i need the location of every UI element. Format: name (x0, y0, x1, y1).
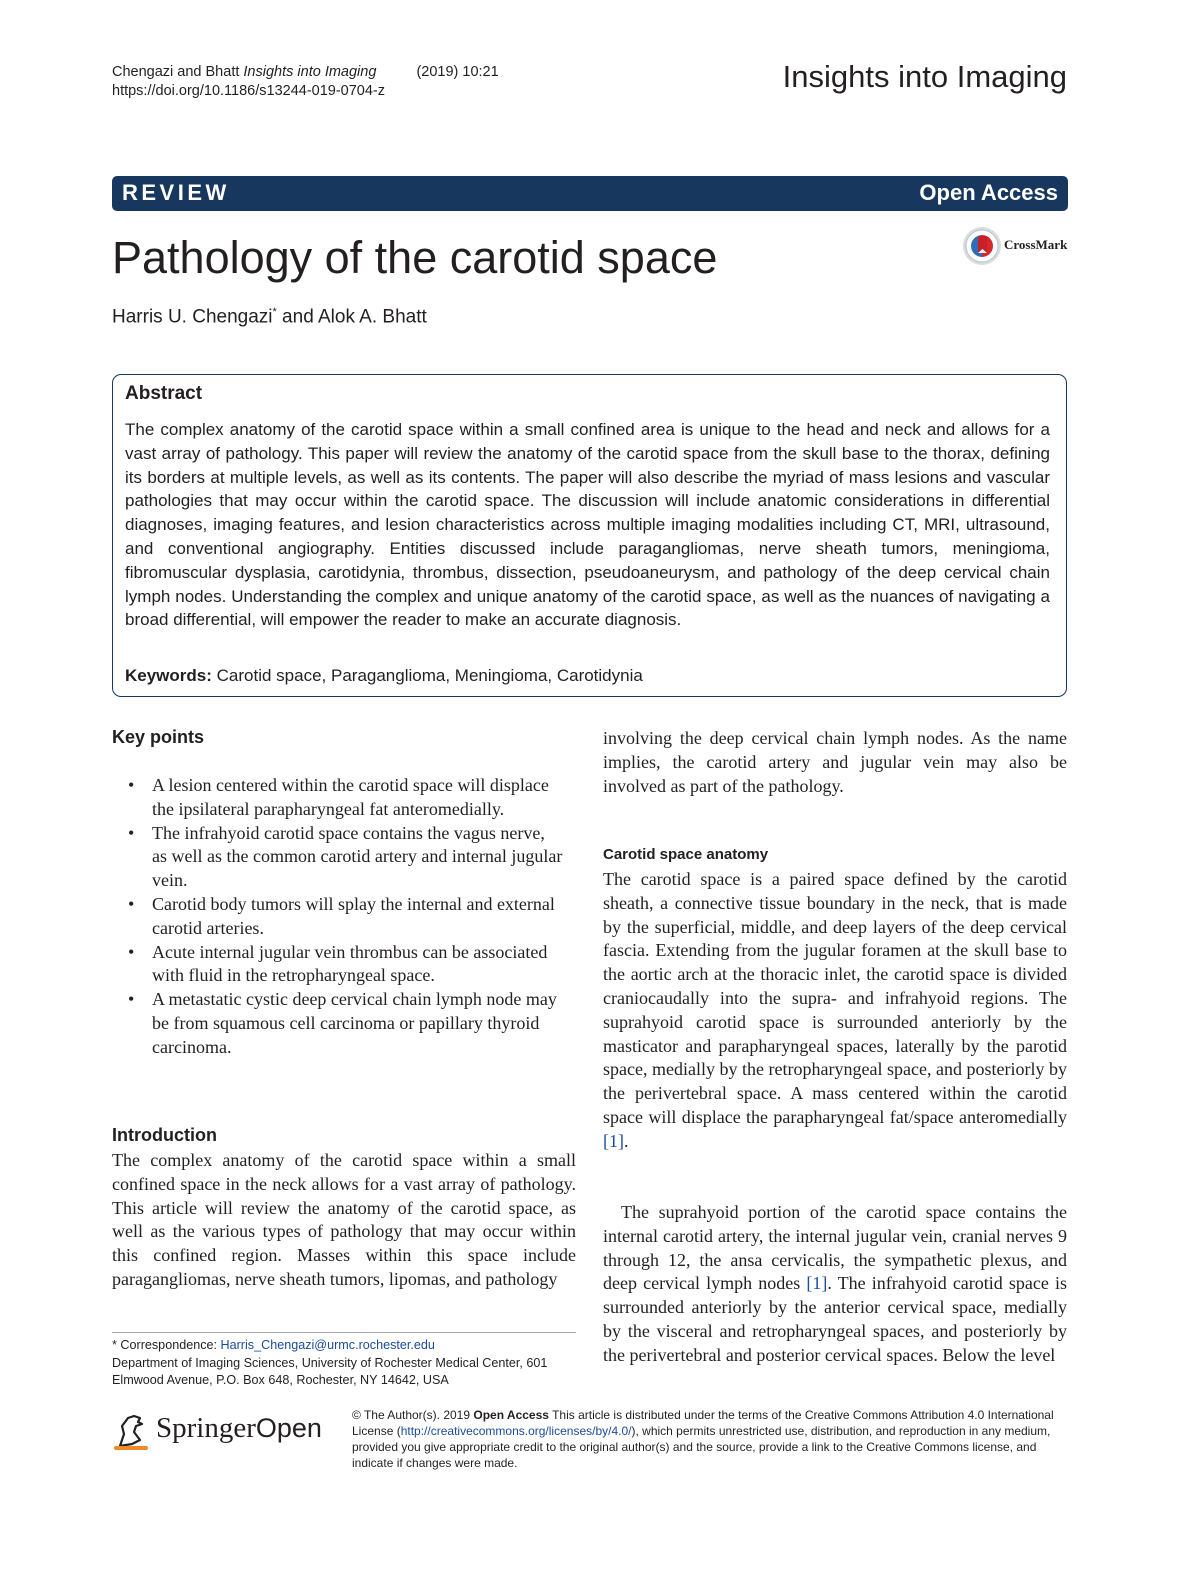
license-text: © The Author(s). 2019 (352, 1408, 474, 1422)
key-point-item (112, 941, 564, 989)
key-point-item (112, 822, 564, 893)
corresponding-mark: * (272, 306, 277, 318)
key-point-item (112, 893, 564, 941)
keywords-values: Carotid space, Paraganglioma, Meningioma, Carotidynia (216, 666, 643, 685)
key-point-text: Acute internal jugular vein thrombus can be associated with fluid in the retropharyngeal space. (152, 941, 548, 986)
author-list (112, 306, 427, 328)
bullet: • (128, 822, 135, 843)
citation-line (112, 63, 499, 82)
open-access-label: Open Access (919, 180, 1058, 205)
introduction-text: The complex anatomy of the carotid space within a small confined space in the neck allows for a vast array of pathology. This article will review the anatomy of the carotid space, as well as the various types of pathology that may occur within this confined region. Masses within this space include paragangliomas, nerve sheath tumors, lipomas, and pathology (112, 1150, 576, 1289)
publisher-suffix: Open (255, 1413, 322, 1443)
paragraph-text: . The infrahyoid carotid space is surrounded anteriorly by the anterior cervical space, medially by the visceral and retropharyngeal spaces, and posteriorly by the perivertebral and posterior cervical spaces. Below the level (603, 1273, 1067, 1365)
bullet: • (128, 941, 135, 962)
key-point-text: A lesion centered within the carotid space will displace the ipsilateral parapharyngeal fat anteromedially. (152, 775, 549, 819)
bullet: • (128, 775, 135, 795)
abstract-text: The complex anatomy of the carotid space within a small confined area is unique to the head and neck and allows for a vast array of pathology. This paper will review the anatomy of the carotid space from the skull base to the thorax, defining its borders at multiple levels, as well as its contents. The paper will also describe the myriad of mass lesions and vascular pathologies that may occur within the carotid space. The discussion will include anatomic considerations in differential diagnoses, imaging features, and lesion characteristics across multiple imaging modalities including CT, MRI, ultrasound, and conventional angiography. Entities discussed include paragangliomas, nerve sheath tumors, meningioma, fibromuscular dysplasia, carotidynia, thrombus, dissection, pseudoaneurysm, and pathology of the deep cervical chain lymph nodes. Understanding the complex and unique anatomy of the carotid space, as well as the nuances of navigating a broad differential, will empower the reader to make an accurate diagnosis. (125, 420, 1050, 630)
continued-text: involving the deep cervical chain lymph nodes. As the name implies, the carotid artery and jugular vein may also be involved as part of the pathology. (603, 728, 1067, 796)
doi-link[interactable]: https://doi.org/10.1186/s13244-019-0704-z (112, 83, 386, 99)
publisher-name (156, 1412, 322, 1445)
article-type-banner (112, 176, 1068, 211)
anatomy-heading: Carotid space anatomy (603, 846, 769, 863)
key-point-item (112, 774, 564, 822)
header-year-volume: (2019) 10:21 (416, 64, 499, 80)
key-point-text: A metastatic cystic deep cervical chain lymph node may be from squamous cell carcinoma or papillary thyroid carcinoma. (152, 989, 557, 1057)
bullet: • (128, 893, 135, 914)
keywords-line (125, 666, 643, 686)
correspondence-footnote (112, 1337, 582, 1390)
paragraph-text: . (624, 1130, 629, 1151)
crossmark-icon (962, 226, 1002, 266)
keywords-label: Keywords: (125, 666, 212, 685)
license-open-access: Open Access (473, 1408, 549, 1422)
license-statement (352, 1407, 1072, 1471)
header-authors: Chengazi and Bhatt (112, 64, 240, 80)
key-points-heading: Key points (112, 727, 205, 747)
paragraph-text: The carotid space is a paired space defined by the carotid sheath, a connective tissue boundary in the neck, that is made by the superficial, middle, and deep layers of the deep cervical fascia. Extending from the jugular foramen at the skull base to the aortic arch at the thoracic inlet, the carotid space is divided craniocaudally into the supra- and infrahyoid regions. The suprahyoid carotid space is surrounded anteriorly by the masticator and parapharyngeal spaces, laterally by the parotid space, medially by the retropharyngeal space, and posteriorly by the perivertebral space. A mass centered within the carotid space will displace the parapharyngeal fat/space anteromedially (603, 869, 1067, 1127)
correspondence-label: * Correspondence: (112, 1338, 221, 1352)
correspondence-email[interactable]: Harris_Chengazi@urmc.rochester.edu (220, 1338, 435, 1352)
key-point-item (112, 988, 564, 1059)
springer-horse-icon (112, 1410, 152, 1452)
article-type-label: REVIEW (122, 180, 230, 205)
anatomy-paragraph-2 (603, 1201, 1067, 1368)
author-name-2[interactable]: and Alok A. Bhatt (276, 306, 427, 328)
license-url[interactable]: http://creativecommons.org/licenses/by/4.0/ (400, 1424, 632, 1438)
key-point-text: Carotid body tumors will splay the internal and external carotid arteries. (152, 893, 555, 938)
author-name-1[interactable]: Harris U. Chengazi (112, 306, 273, 328)
introduction-heading: Introduction (112, 1125, 217, 1145)
journal-name: Insights into Imaging (782, 59, 1067, 94)
article-title: Pathology of the carotid space (112, 232, 718, 283)
header-journal: Insights into Imaging (243, 64, 377, 80)
license-text: ), which permits unrestricted use, distribution, and reproduction in any medium, provided you give appropriate credit to the original author(s) and the source, provide a link to the Creative Commons license, and indicate if changes were made. (352, 1424, 1051, 1470)
publisher-word: Springer (156, 1412, 256, 1444)
citation-link[interactable]: [1] (603, 1130, 624, 1151)
affiliation: Department of Imaging Sciences, University of Rochester Medical Center, 601 Elmwood Avenue, P.O. Box 648, Rochester, NY 14642, USA (112, 1355, 548, 1387)
license-text: This article is distributed under the terms of the Creative Commons Attribution 4.0 International License ( (352, 1408, 1054, 1438)
bullet: • (128, 989, 135, 1010)
anatomy-paragraph-1 (603, 868, 1067, 1154)
key-point-text: The infrahyoid carotid space contains the vagus nerve, as well as the common carotid artery and internal jugular vein. (152, 822, 563, 891)
running-header (112, 63, 499, 101)
paragraph-text: The suprahyoid portion of the carotid space contains the internal carotid artery, the internal jugular vein, cranial nerves 9 through 12, the ansa cervicalis, the sympathetic plexus, and deep cervical lymph nodes (603, 1202, 1067, 1294)
key-points-list (112, 774, 564, 1060)
footnote-divider (112, 1332, 576, 1333)
springer-open-logo (112, 1410, 342, 1460)
crossmark-badge[interactable] (962, 226, 1072, 266)
citation-link[interactable]: [1] (806, 1273, 828, 1294)
crossmark-label: CrossMark (1004, 237, 1068, 252)
abstract-heading: Abstract (125, 383, 203, 404)
